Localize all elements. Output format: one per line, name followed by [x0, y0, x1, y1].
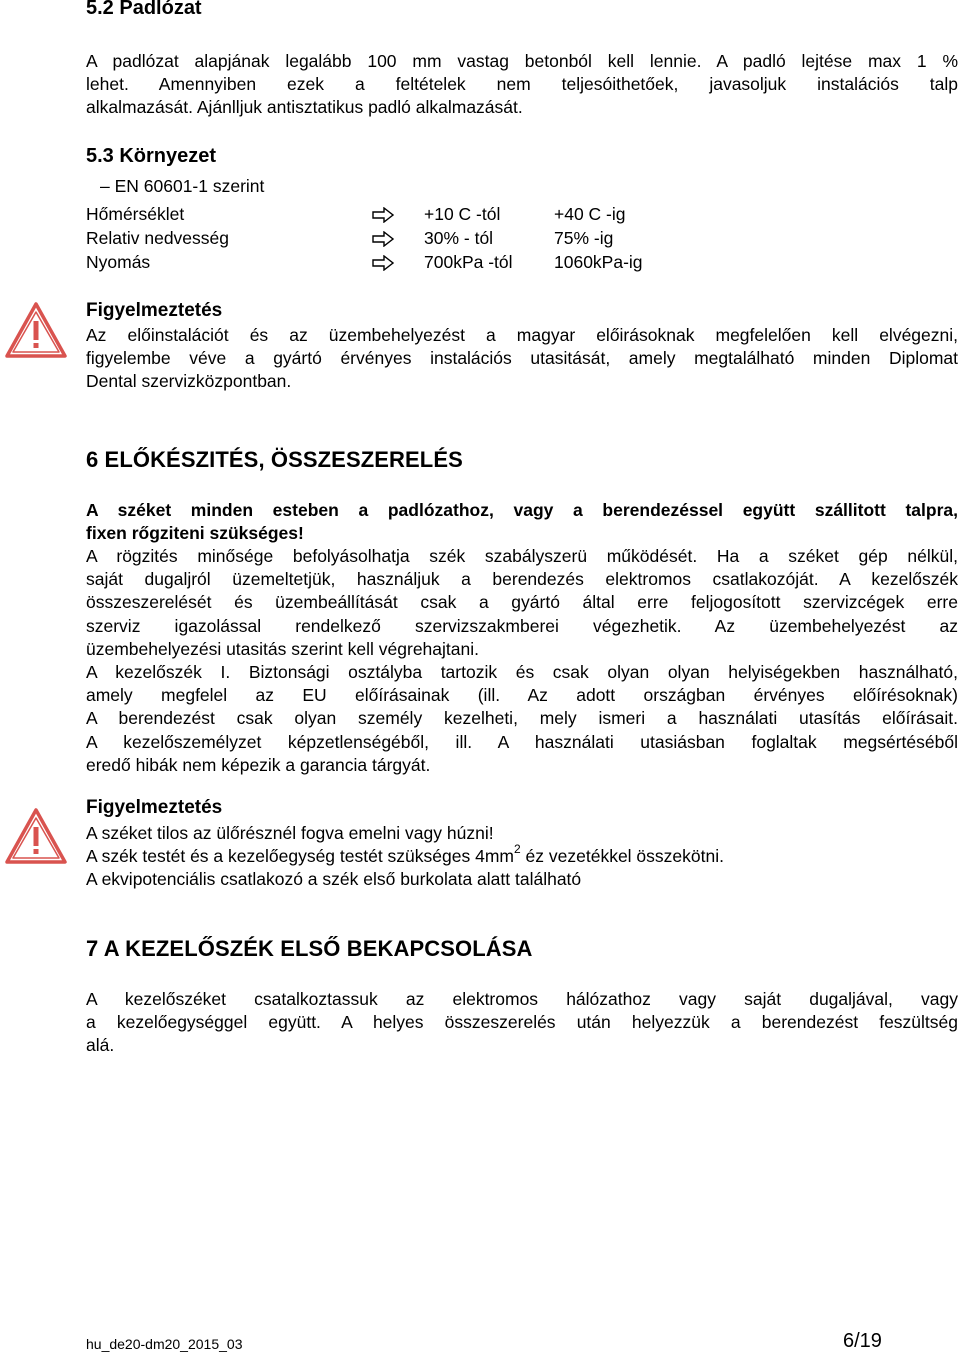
text-line: amely megfelel az EU előírásainak (ill. Az adott országban érvényes előírésoknak)	[86, 685, 958, 706]
environment-row-humidity	[86, 228, 786, 251]
text-line: eredő hibák nem képezik a garancia tárgyát.	[86, 754, 431, 775]
text-line: A ekvipotenciális csatlakozó a szék első burkolata alatt található	[86, 869, 582, 890]
text-line: Az előinstalációt és az üzembehelyezést a magyar előirásoknak megfelelően kell elvégezni,	[86, 325, 958, 345]
text-line: A berendezést csak olyan személy kezelheti, mely ismeri a használati utasítás előírásait.	[86, 708, 958, 729]
footer-document-id: hu_de20-dm20_2015_03	[86, 1336, 243, 1352]
section-7-text	[86, 988, 958, 1058]
text-line: alkalmazását. Ajánlljuk antisztatikus padló alkalmazását.	[86, 97, 523, 118]
text-segment: A szék testét és a kezelőegység testét szükséges 4mm	[86, 846, 514, 867]
env-label: Hőmérséklet	[86, 204, 185, 224]
text-line: összeszerelését és üzembeállítását csak a gyártó által erre feljogosított szervizcégek erre	[86, 592, 958, 613]
text-line: A kezelőszéket csatalkoztassuk az elektromos hálózathoz vagy saját dugaljával, vagy	[86, 989, 958, 1009]
environment-row-temperature	[86, 204, 786, 227]
text-line-with-superscript	[86, 842, 958, 868]
text-line: Dental szervizközpontban.	[86, 371, 292, 392]
env-to: +40 C -ig	[554, 204, 626, 224]
text-line: szerviz igazolással rendelkező szervizszakmberei végezhetik. Az üzembehelyezést az	[86, 615, 958, 636]
text-line: A rögzités minősége befolyásolhatja szék szabályszerü működését. Ha a széket gép nélkül,	[86, 546, 958, 566]
hollow-right-arrow-icon	[372, 255, 394, 276]
text-line: A padlózat alapjának legalább 100 mm vastag betonból kell lennie. A padló lejtése max 1 %	[86, 51, 958, 71]
text-line: A széket minden esteben a padlózathoz, vagy a berendezéssel együtt szállitott talpra,	[86, 500, 958, 520]
text-line: saját dugaljról üzemeltetjük, használjuk a berendezés elektromos csatlakozóját. A kezelőszék	[86, 569, 958, 590]
hollow-right-arrow-icon	[372, 231, 394, 252]
warning-1-text	[86, 324, 958, 394]
env-from: +10 C -tól	[424, 204, 501, 224]
warning-title: Figyelmeztetés	[86, 797, 223, 818]
section-7-heading: 7 A KEZELŐSZÉK ELSŐ BEKAPCSOLÁSA	[86, 936, 533, 961]
warning-triangle-icon	[3, 300, 69, 365]
warning-triangle-icon	[3, 806, 69, 871]
text-line: A széket tilos az ülőrésznél fogva emelni vagy húzni!	[86, 823, 494, 843]
section-6-heading: 6 ELŐKÉSZITÉS, ÖSSZESZERELÉS	[86, 447, 463, 472]
env-from: 30% - tól	[424, 228, 494, 248]
hollow-right-arrow-icon	[372, 207, 394, 228]
text-line: üzembehelyezési utasitás szerint kell végrehajtani.	[86, 638, 479, 659]
text-line: fixen rőgziteni szükséges!	[86, 523, 304, 544]
text-line: A kezelőszemélyzet képzetlenségéből, ill. A használati utasiásban foglaltak megsértéséből	[86, 731, 958, 752]
env-from: 700kPa -tól	[424, 252, 513, 272]
section-6-bold-notice	[86, 499, 958, 545]
text-line: A kezelőszék I. Biztonsági osztályba tartozik és csak olyan olyan helyiségekben használható,	[86, 662, 958, 683]
environment-row-pressure	[86, 252, 786, 275]
section-6-text	[86, 545, 958, 777]
env-to: 1060kPa-ig	[554, 252, 643, 272]
text-line: lehet. Amennyiben ezek a feltételek nem teljesóithetőek, javasoljuk instalációs talp	[86, 74, 958, 95]
standard-reference: – EN 60601-1 szerint	[100, 176, 265, 196]
section-5-2-text	[86, 50, 958, 120]
warning-title: Figyelmeztetés	[86, 300, 223, 321]
env-label: Nyomás	[86, 252, 151, 272]
section-5-2-heading: 5.2 Padlózat	[86, 0, 202, 19]
text-line: alá.	[86, 1035, 115, 1056]
text-line: figyelembe véve a gyártó érvényes instalációs utasitását, amely megtalálható minden Diplomat	[86, 348, 958, 369]
warning-2-text	[86, 822, 958, 892]
env-to: 75% -ig	[554, 228, 614, 248]
section-5-3-heading: 5.3 Környezet	[86, 145, 217, 167]
env-label: Relativ nedvesség	[86, 228, 229, 248]
superscript: 2	[514, 842, 521, 857]
footer-page-number: 6/19	[843, 1330, 882, 1352]
text-line: a kezelőegységgel együtt. A helyes összeszerelés után helyezzük a berendezést feszültség	[86, 1012, 958, 1033]
text-segment: éz vezetékkel összekötni.	[520, 846, 724, 867]
